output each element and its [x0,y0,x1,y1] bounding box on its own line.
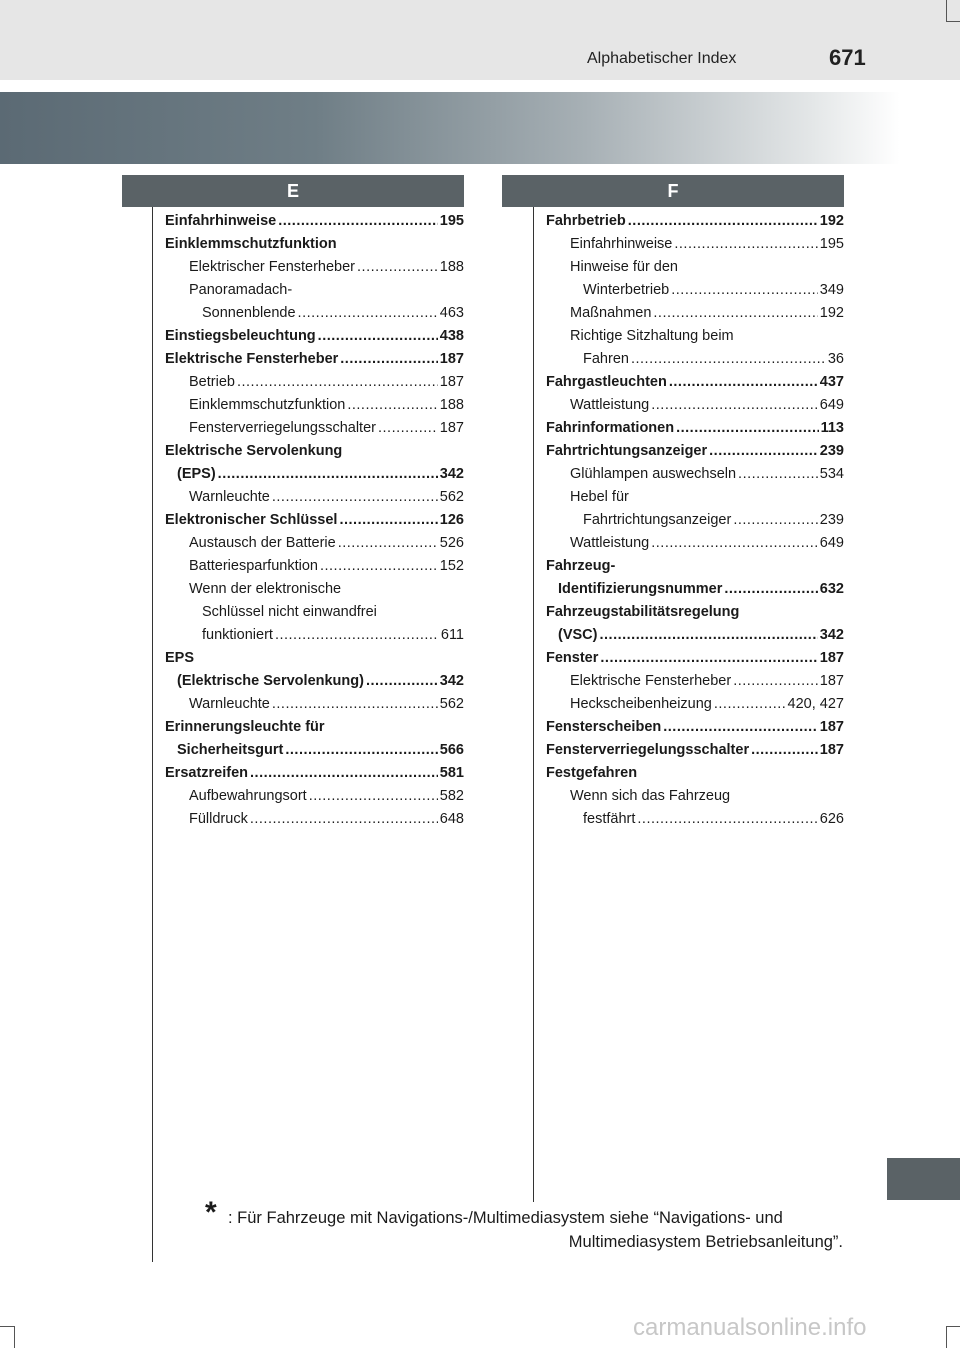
footnote-asterisk: * [205,1196,217,1229]
index-heading: Hinweise für den [570,259,678,275]
index-entry [165,555,464,578]
index-entry [546,233,844,256]
page-reference: 187 [819,719,844,735]
page-reference: 342 [819,627,844,643]
index-term: Einfahrhinweise [570,236,673,252]
index-entry [546,739,844,762]
page-reference: 562 [439,696,464,712]
page-reference: 239 [819,443,844,459]
index-term: Fahrtrichtungsanzeiger [546,443,708,459]
dot-leader [709,440,818,463]
dot-leader [733,509,817,532]
index-entry [165,670,464,693]
index-term: Elektronischer Schlüssel [165,512,338,528]
index-entry [546,348,844,371]
index-entry [165,463,464,486]
page-reference: 437 [819,374,844,390]
index-entry [165,509,464,532]
index-entry [165,325,464,348]
index-term: festfährt [583,811,636,827]
index-term: Elektrische Fensterheber [165,351,339,367]
index-entry [165,371,464,394]
index-term: Fenster [546,650,599,666]
dot-leader [751,739,818,762]
dot-leader [340,348,438,371]
index-term: Fahrgastleuchten [546,374,667,390]
index-term: Fensterverriegelungsschalter [189,420,376,436]
dot-leader [237,371,438,394]
index-heading: Erinnerungsleuchte für [165,719,325,735]
index-entry [546,578,844,601]
page-reference: 349 [819,282,844,298]
index-entry [165,417,464,440]
page-reference: 611 [440,627,464,643]
index-entry [165,808,464,831]
crop-mark [14,1326,15,1348]
index-letter-tab-f: F [502,175,844,207]
index-term: Heckscheibenheizung [570,696,712,712]
dot-leader [309,785,438,808]
index-term: Sonnenblende [202,305,296,321]
page-reference: 649 [819,535,844,551]
index-heading: Wenn der elektronische [189,581,342,597]
page-reference: 526 [439,535,464,551]
dot-leader [272,693,438,716]
index-term: Identifizierungsnummer [558,581,723,597]
page-reference: 566 [439,742,464,758]
dot-leader [338,532,438,555]
page-reference: 187 [819,742,844,758]
dot-leader [714,693,786,716]
index-term: Fahrtrichtungsanzeiger [583,512,732,528]
dot-leader [653,302,817,325]
chapter-side-tab [887,1158,960,1200]
dot-leader [357,256,438,279]
dot-leader [733,670,818,693]
index-term: Einklemmschutzfunktion [189,397,346,413]
index-term: Sicherheitsgurt [177,742,284,758]
page-reference: 126 [439,512,464,528]
page-reference: 342 [439,673,464,689]
index-entry [546,302,844,325]
page-reference: 438 [439,328,464,344]
dot-leader [674,233,817,256]
page-reference: 626 [819,811,844,827]
index-term: Elektrischer Fensterheber [189,259,356,275]
dot-leader [637,808,817,831]
dot-leader [738,463,818,486]
decorative-gradient-bar [0,92,900,164]
dot-leader [285,739,437,762]
page-reference: 187 [819,650,844,666]
page-reference: 152 [439,558,464,574]
index-heading: Elektrische Servolenkung [165,443,343,459]
index-entry [546,279,844,302]
index-entry [546,463,844,486]
index-term: (Elektrische Servolenkung) [177,673,364,689]
index-term: Einstiegsbeleuchtung [165,328,316,344]
index-term: Wattleistung [570,535,650,551]
index-entry [546,693,844,716]
index-entry [165,348,464,371]
crop-mark [946,0,947,22]
dot-leader [272,486,438,509]
page-reference: 187 [439,420,464,436]
index-heading: Wenn sich das Fahrzeug [570,788,731,804]
index-term: (VSC) [558,627,598,643]
index-entry [165,739,464,762]
page-reference: 632 [819,581,844,597]
index-column-f [546,210,844,831]
index-term: Betrieb [189,374,235,390]
index-term: Austausch der Batterie [189,535,336,551]
index-entry [546,417,844,440]
page-reference: 239 [819,512,844,528]
index-entry [165,486,464,509]
crop-mark [0,1326,15,1327]
page-reference: 562 [439,489,464,505]
dot-leader [651,532,818,555]
index-entry [165,302,464,325]
index-term: Fensterscheiben [546,719,662,735]
index-entry [546,716,844,739]
dot-leader [250,762,438,785]
crop-mark [946,21,960,22]
index-term: Fahren [583,351,629,367]
page-reference: 192 [819,213,844,229]
index-term: Fahrinformationen [546,420,675,436]
left-column-rule [152,207,153,1262]
index-term: Aufbewahrungsort [189,788,307,804]
index-heading: EPS [165,650,195,666]
index-term: Wattleistung [570,397,650,413]
dot-leader [339,509,437,532]
dot-leader [366,670,438,693]
section-title: Alphabetischer Index [587,50,737,67]
index-entry [165,693,464,716]
dot-leader [671,279,818,302]
page-reference: 342 [439,466,464,482]
dot-leader [250,808,438,831]
dot-leader [676,417,819,440]
index-term: Warnleuchte [189,696,270,712]
page-reference: 581 [439,765,464,781]
page-reference: 113 [820,420,844,436]
dot-leader [298,302,438,325]
page-reference: 534 [819,466,844,482]
index-term: Einfahrhinweise [165,213,277,229]
dot-leader [275,624,439,647]
footnote-line-2: Multimediasystem Betriebsanleitung”. [568,1233,843,1251]
dot-leader [628,210,818,233]
index-term: Fensterverriegelungsschalter [546,742,750,758]
page-reference: 187 [439,374,464,390]
crop-mark [946,1326,947,1348]
index-entry [546,808,844,831]
page-reference: 195 [439,213,464,229]
dot-leader [318,325,438,348]
index-letter-tab-e: E [122,175,464,207]
index-heading: Hebel für [570,489,629,505]
page-reference: 192 [819,305,844,321]
page-reference: 187 [819,673,844,689]
page-reference: 582 [439,788,464,804]
index-entry [546,394,844,417]
index-entry [165,532,464,555]
center-column-rule [533,207,534,1202]
index-entry [165,762,464,785]
index-term: (EPS) [177,466,216,482]
index-heading: Festgefahren [546,765,638,781]
crop-mark [946,1326,960,1327]
index-entry [546,371,844,394]
page-reference: 195 [819,236,844,252]
index-entry [165,210,464,233]
index-term: Glühlampen auswechseln [570,466,737,482]
index-column-e [165,210,464,831]
index-term: Warnleuchte [189,489,270,505]
index-heading: Panoramadach- [189,282,293,298]
dot-leader [378,417,438,440]
index-heading: Einklemmschutzfunktion [165,236,337,252]
index-term: funktioniert [202,627,273,643]
dot-leader [651,394,818,417]
index-heading: Fahrzeugstabilitätsregelung [546,604,740,620]
index-entry [546,210,844,233]
index-entry [165,394,464,417]
index-term: Winterbetrieb [583,282,670,298]
dot-leader [347,394,437,417]
index-entry [165,624,464,647]
index-entry [546,440,844,463]
page-reference: 188 [439,259,464,275]
index-term: Elektrische Fensterheber [570,673,732,689]
index-heading: Fahrzeug- [546,558,616,574]
index-entry [546,509,844,532]
dot-leader [320,555,438,578]
dot-leader [600,647,817,670]
top-header-band [0,0,960,80]
dot-leader [218,463,438,486]
dot-leader [278,210,438,233]
dot-leader [631,348,826,371]
footnote-line-1: : Für Fahrzeuge mit Navigations-/Multimediasystem siehe “Navigations- und [228,1209,783,1227]
page-reference: 420, 427 [787,696,844,712]
page-number: 671 [829,45,866,70]
page-reference: 187 [439,351,464,367]
index-entry [546,647,844,670]
index-entry [165,785,464,808]
watermark-text: carmanualsonline.info [633,1314,867,1341]
dot-leader [724,578,817,601]
index-entry [546,624,844,647]
dot-leader [669,371,818,394]
index-term: Batteriesparfunktion [189,558,318,574]
index-term: Maßnahmen [570,305,652,321]
page-reference: 463 [439,305,464,321]
index-term: Fahrbetrieb [546,213,626,229]
page-reference: 649 [819,397,844,413]
index-heading: Schlüssel nicht einwandfrei [202,604,377,620]
index-entry [546,532,844,555]
page-reference: 648 [439,811,464,827]
page-reference: 188 [439,397,464,413]
index-heading: Richtige Sitzhaltung beim [570,328,734,344]
index-term: Fülldruck [189,811,248,827]
index-term: Ersatzreifen [165,765,249,781]
dot-leader [663,716,818,739]
dot-leader [599,624,817,647]
index-entry [546,670,844,693]
index-entry [165,256,464,279]
page-reference: 36 [827,351,844,367]
